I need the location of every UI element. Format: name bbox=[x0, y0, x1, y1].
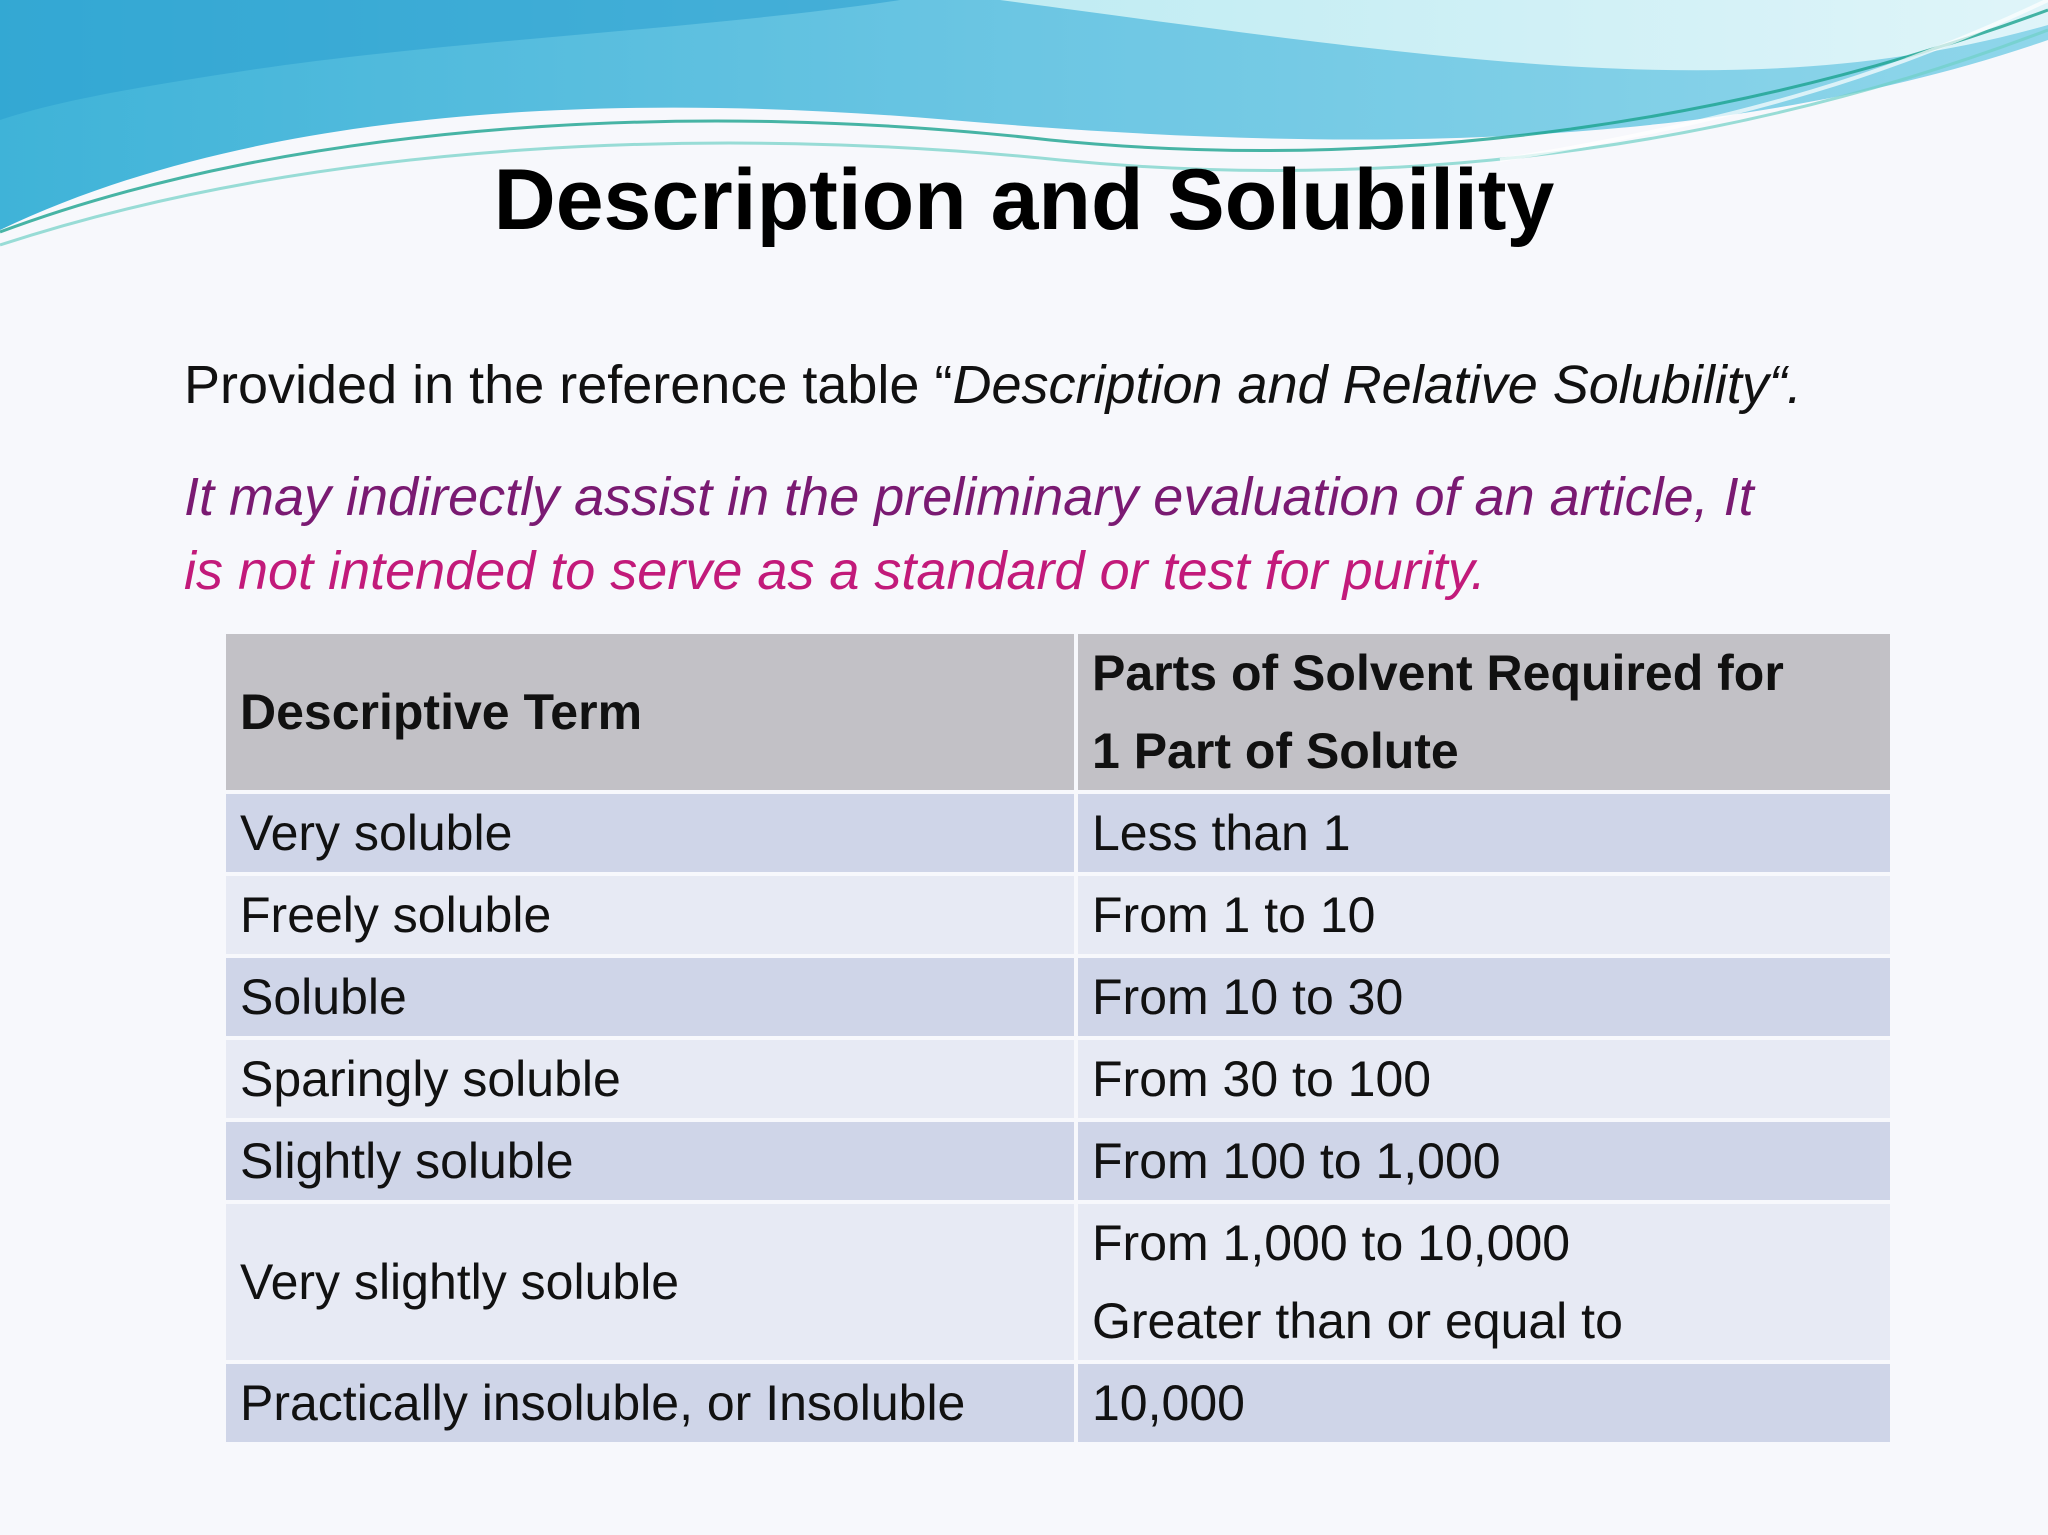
header-parts-line-2: 1 Part of Solute bbox=[1092, 723, 1459, 779]
term-cell: Sparingly soluble bbox=[226, 1040, 1074, 1118]
term-cell: Freely soluble bbox=[226, 876, 1074, 954]
table-row bbox=[226, 1364, 1890, 1442]
table-row bbox=[226, 958, 1890, 1036]
purity-note bbox=[184, 460, 1904, 608]
purity-note-line-2: is not intended to serve as a standard or test for purity. bbox=[184, 541, 1486, 601]
table-row bbox=[226, 1204, 1890, 1360]
parts-cell: From 1 to 10 bbox=[1078, 876, 1890, 954]
intro-prefix: Provided in the reference table “ bbox=[184, 355, 953, 415]
parts-cell: Less than 1 bbox=[1078, 794, 1890, 872]
purity-note-line-1: It may indirectly assist in the preliminary evaluation of an article, It bbox=[184, 467, 1754, 527]
parts-cell-line-1: From 1,000 to 10,000 bbox=[1092, 1215, 1571, 1271]
table-row bbox=[226, 1040, 1890, 1118]
intro-text bbox=[184, 350, 1984, 420]
parts-cell bbox=[1078, 1204, 1890, 1360]
term-cell: Very slightly soluble bbox=[226, 1204, 1074, 1360]
term-cell: Soluble bbox=[226, 958, 1074, 1036]
intro-reference-title: Description and Relative Solubility bbox=[952, 355, 1769, 415]
parts-cell: From 10 to 30 bbox=[1078, 958, 1890, 1036]
term-cell: Very soluble bbox=[226, 794, 1074, 872]
term-cell: Practically insoluble, or Insoluble bbox=[226, 1364, 1074, 1442]
parts-cell: From 30 to 100 bbox=[1078, 1040, 1890, 1118]
table-header-row bbox=[226, 634, 1890, 790]
table-row bbox=[226, 876, 1890, 954]
intro-suffix: “. bbox=[1768, 355, 1802, 415]
header-descriptive-term: Descriptive Term bbox=[226, 634, 1074, 790]
header-parts-of-solvent bbox=[1078, 634, 1890, 790]
table-row bbox=[226, 1122, 1890, 1200]
table-row bbox=[226, 794, 1890, 872]
parts-cell-line-2: Greater than or equal to bbox=[1092, 1293, 1623, 1349]
term-cell: Slightly soluble bbox=[226, 1122, 1074, 1200]
slide-title: Description and Solubility bbox=[493, 152, 1555, 248]
solubility-table bbox=[222, 630, 1894, 1446]
parts-cell: From 100 to 1,000 bbox=[1078, 1122, 1890, 1200]
parts-cell: 10,000 bbox=[1078, 1364, 1890, 1442]
header-parts-line-1: Parts of Solvent Required for bbox=[1092, 645, 1784, 701]
